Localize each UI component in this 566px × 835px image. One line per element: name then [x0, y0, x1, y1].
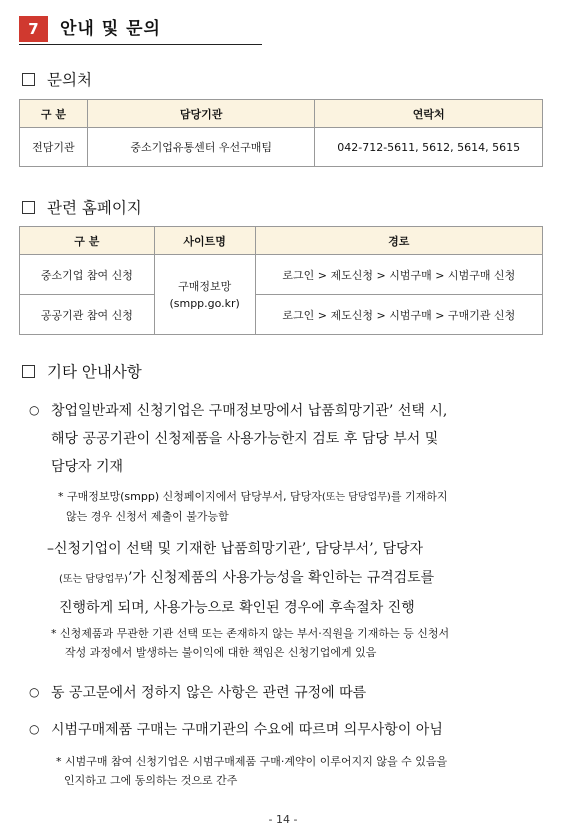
bullet-1-line: 담당자 기재 [51, 459, 124, 475]
header-category: 구 분 [20, 100, 88, 128]
dash-line [47, 564, 552, 595]
bullet-1-line: 해당 공공기관이 신청제품을 사용가능한지 검토 후 담당 부서 및 [51, 431, 439, 447]
homepage-heading [22, 198, 142, 218]
section-title: 안내 및 문의 [60, 19, 161, 39]
note-1 [58, 487, 548, 526]
note-3 [56, 752, 550, 790]
checkbox-square-icon [22, 365, 35, 378]
cell-category: 전담기관 [20, 128, 88, 167]
bullet-1-line: 창업일반과제 신청기업은 구매정보망에서 납품희망기관’ 선택 시, [51, 403, 448, 419]
site-name: 구매정보망 [178, 279, 232, 293]
bullet-2: 동 공고문에서 정하지 않은 사항은 관련 규정에 따름 [51, 685, 367, 701]
page-number: - 14 - [268, 813, 298, 826]
note-3-line: 인지하고 그에 동의하는 것으로 간주 [64, 774, 238, 787]
checkbox-square-icon [22, 201, 35, 214]
dash-small: (또는 담당업무) [59, 573, 128, 585]
table-row [20, 128, 543, 167]
dash-line: –신청기업이 선택 및 기재한 납품희망기관’, 담당부서’, 담당자 [47, 541, 424, 557]
section-number: 7 [19, 16, 48, 42]
contact-table [19, 99, 543, 167]
bullet-1 [51, 397, 551, 481]
bullet-3: 시범구매제품 구매는 구매기관의 수요에 따르며 의무사항이 아님 [51, 722, 443, 738]
table-header-row [20, 227, 543, 255]
cell-category: 중소기업 참여 신청 [20, 255, 155, 295]
table-row [20, 255, 543, 295]
contact-heading [22, 70, 92, 90]
table-row [20, 295, 543, 335]
note-1-text: 를 기재하지 [390, 490, 448, 503]
circle-bullet-icon: ○ [29, 722, 40, 736]
note-2 [51, 624, 551, 662]
site-url[interactable]: (smpp.go.kr) [169, 296, 240, 310]
dash-line: 진행하게 되며, 사용가능으로 확인된 경우에 후속절차 진행 [59, 600, 415, 616]
dash-text: ’가 신청제품의 사용가능성을 확인하는 규격검토를 [127, 569, 435, 586]
table-header-row [20, 100, 543, 128]
cell-path: 로그인 > 제도신청 > 시범구매 > 구매기관 신청 [255, 295, 542, 335]
circle-bullet-icon: ○ [29, 403, 40, 417]
homepage-table [19, 226, 543, 335]
section-underline [19, 44, 262, 45]
cell-agency: 중소기업유통센터 우선구매팀 [87, 128, 315, 167]
header-contact: 연락처 [315, 100, 543, 128]
note-1-line: 않는 경우 신청서 제출이 불가능함 [66, 510, 229, 523]
other-heading-text: 기타 안내사항 [47, 363, 142, 381]
cell-site-name [154, 255, 255, 335]
other-heading [22, 362, 142, 382]
circle-bullet-icon: ○ [29, 685, 40, 699]
homepage-heading-text: 관련 홈페이지 [47, 199, 142, 217]
header-category: 구 분 [20, 227, 155, 255]
note-2-line: 작성 과정에서 발생하는 불이익에 대한 책임은 신청기업에게 있음 [65, 646, 377, 659]
note-2-line: * 신청제품과 무관한 기관 선택 또는 존재하지 않는 부서·직원을 기재하는 등 신청서 [51, 627, 450, 640]
header-path: 경로 [255, 227, 542, 255]
checkbox-square-icon [22, 73, 35, 86]
note-3-line: * 시범구매 참여 신청기업은 시범구매제품 구매·계약이 이루어지지 않을 수 있음을 [56, 755, 448, 768]
contact-heading-text: 문의처 [47, 71, 92, 89]
cell-path: 로그인 > 제도신청 > 시범구매 > 시범구매 신청 [255, 255, 542, 295]
dash-item [47, 535, 552, 623]
note-1-text: * 구매정보망(smpp) 신청페이지에서 담당부서, 담당자 [58, 490, 322, 503]
cell-category: 공공기관 참여 신청 [20, 295, 155, 335]
header-site-name: 사이트명 [154, 227, 255, 255]
cell-phone: 042-712-5611, 5612, 5614, 5615 [315, 128, 543, 167]
header-agency: 담당기관 [87, 100, 315, 128]
note-1-small: (또는 담당업무) [321, 492, 391, 503]
note-1-line [58, 487, 548, 507]
